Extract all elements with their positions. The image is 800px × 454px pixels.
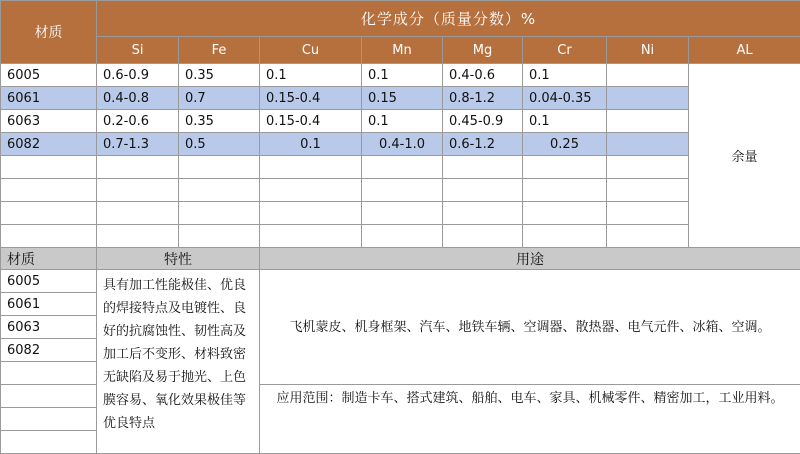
properties-header-row <box>1 248 800 270</box>
fe-cell: 0.7 <box>179 87 260 110</box>
mg-cell: 0.8-1.2 <box>443 87 523 110</box>
empty-row <box>1 202 800 225</box>
element-mn: Mn <box>362 37 443 64</box>
material-cell: 6061 <box>1 293 97 316</box>
mg-cell: 0.45-0.9 <box>443 110 523 133</box>
si-cell: 0.6-0.9 <box>97 64 179 87</box>
cu-cell: 0.1 <box>260 133 362 156</box>
mn-cell: 0.4-1.0 <box>362 133 443 156</box>
mn-cell: 0.1 <box>362 110 443 133</box>
ni-cell <box>607 87 689 110</box>
material-header: 材质 <box>1 1 97 64</box>
cu-cell: 0.15-0.4 <box>260 110 362 133</box>
element-al: AL <box>689 37 800 64</box>
material-cell: 6082 <box>1 339 97 362</box>
material-cell: 6005 <box>1 64 97 87</box>
use-header: 用途 <box>260 248 800 270</box>
composition-title: 化学成分（质量分数）% <box>97 1 800 37</box>
cr-cell: 0.1 <box>523 64 607 87</box>
material-cell: 6082 <box>1 133 97 156</box>
element-cr: Cr <box>523 37 607 64</box>
use-text-application: 应用范围：制造卡车、搭式建筑、船舶、电车、家具、机械零件、精密加工，工业用料。 <box>260 385 800 454</box>
mg-cell: 0.6-1.2 <box>443 133 523 156</box>
element-fe: Fe <box>179 37 260 64</box>
cu-cell: 0.1 <box>260 64 362 87</box>
al-value: 余量 <box>689 64 800 248</box>
element-mg: Mg <box>443 37 523 64</box>
cr-cell: 0.25 <box>523 133 607 156</box>
ni-cell <box>607 64 689 87</box>
element-ni: Ni <box>607 37 689 64</box>
si-cell: 0.4-0.8 <box>97 87 179 110</box>
material-cell: 6063 <box>1 110 97 133</box>
material-cell: 6061 <box>1 87 97 110</box>
material-row <box>1 270 800 293</box>
table-row <box>1 110 800 133</box>
property-header: 特性 <box>97 248 260 270</box>
property-text: 具有加工性能极佳、优良的焊接特点及电镀性、良好的抗腐蚀性、韧性高及加工后不变形、材料致密无缺陷及易于抛光、上色膜容易、氧化效果极佳等优良特点 <box>97 270 260 454</box>
properties-table <box>0 247 800 454</box>
fe-cell: 0.35 <box>179 64 260 87</box>
table-row <box>1 87 800 110</box>
element-cu: Cu <box>260 37 362 64</box>
si-cell: 0.7-1.3 <box>97 133 179 156</box>
element-si: Si <box>97 37 179 64</box>
empty-row <box>1 225 800 248</box>
mn-cell: 0.15 <box>362 87 443 110</box>
empty-row <box>1 156 800 179</box>
si-cell: 0.2-0.6 <box>97 110 179 133</box>
mg-cell: 0.4-0.6 <box>443 64 523 87</box>
fe-cell: 0.35 <box>179 110 260 133</box>
empty-row <box>1 179 800 202</box>
cr-cell: 0.04-0.35 <box>523 87 607 110</box>
fe-cell: 0.5 <box>179 133 260 156</box>
table-row <box>1 133 800 156</box>
table-row <box>1 64 800 87</box>
material-header: 材质 <box>1 248 97 270</box>
use-text-primary: 飞机蒙皮、机身框架、汽车、地铁车辆、空调器、散热器、电气元件、冰箱、空调。 <box>260 270 800 385</box>
ni-cell <box>607 110 689 133</box>
material-cell: 6005 <box>1 270 97 293</box>
cr-cell: 0.1 <box>523 110 607 133</box>
ni-cell <box>607 133 689 156</box>
material-cell: 6063 <box>1 316 97 339</box>
cu-cell: 0.15-0.4 <box>260 87 362 110</box>
mn-cell: 0.1 <box>362 64 443 87</box>
